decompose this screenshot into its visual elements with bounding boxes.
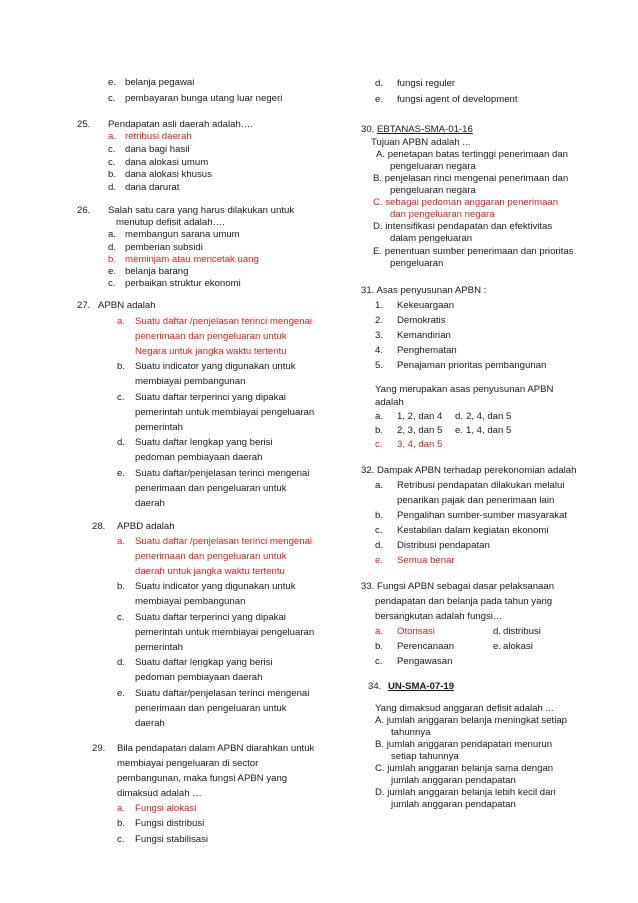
q27-option-line: Negara untuk jangka waktu tertentu <box>135 346 287 357</box>
q28-stem: APBD adalah <box>117 521 175 532</box>
q30-option-line: C. sebagai pedoman anggaran penerimaan <box>373 197 559 208</box>
q25-option-text: dana alokasi umum <box>125 157 209 168</box>
q27-option-line: Suatu daftar/penjelasan terinci mengenai <box>135 468 310 479</box>
q28-option-letter: e. <box>117 688 126 699</box>
q34-option-line: D. jumlah anggaran belanja lebih kecil dari <box>375 787 556 798</box>
q32-option-line: Retribusi pendapatan dilakukan melalui <box>397 480 565 491</box>
q27-option-line: daerah <box>135 498 165 509</box>
q28-option-line: Suatu daftar/penjelasan terinci mengenai <box>135 688 310 699</box>
q26-option-text: belanja barang <box>125 266 189 277</box>
q29-option-text: fungsi reguler <box>397 78 456 89</box>
q34-option-line: jumlah anggaran pendapatan <box>391 799 516 810</box>
q31-stem: 31. Asas penyusunan APBN : <box>361 285 487 296</box>
q29-option-letter: e. <box>375 94 384 105</box>
q28-option-line: penerimaan dan pengeluaran untuk <box>135 551 287 562</box>
q33-option-text: distribusi <box>503 626 541 637</box>
q31-option-letter: c. <box>375 439 383 450</box>
q27-option-line: penerimaan dan pengeluaran untuk <box>135 483 287 494</box>
q34-option-line: setiap tahunnya <box>391 751 459 762</box>
q32-option-line: Kestabilan dalam kegiatan ekonomi <box>397 525 549 536</box>
q30-option-line: pengeluaran negara <box>390 185 476 196</box>
q32-option-letter: d. <box>375 540 384 551</box>
q28-option-line: membiayai pembangunan <box>135 596 246 607</box>
q31-item-text: Kemandirian <box>397 330 451 341</box>
q32-stem: 32. Dampak APBN terhadap perekonomian adalah <box>361 465 577 476</box>
q28-option-line: pemerintah untuk membiayai pengeluaran <box>135 627 315 638</box>
q32-option-line: Pengalihan sumber-sumber masyarakat <box>397 510 568 521</box>
q25-option-letter: b. <box>108 169 117 180</box>
q34-source: UN-SMA-07-19 <box>388 681 455 692</box>
q30-option-line: B. penjelasan rinci mengenai penerimaan dan <box>373 173 569 184</box>
q28-option-letter: c. <box>117 612 125 623</box>
q31-option-text: 1, 4, dan 5 <box>466 425 512 436</box>
q32-option-line: penarikan pajak dan penerimaan lain <box>397 495 555 506</box>
q33-option-letter: e. <box>493 641 502 652</box>
q25-option-letter: d. <box>108 182 117 193</box>
q26-option-text: pemberian subsidi <box>125 242 203 253</box>
q31-item-number: 4. <box>375 345 384 356</box>
q31-option-letter: d. <box>455 411 464 422</box>
q29-option-text: Fungsi alokasi <box>135 803 197 814</box>
q27-option-line: penerimaan dan pengeluaran untuk <box>135 331 287 342</box>
q27-option-line: pemerintah <box>135 422 183 433</box>
q33-option-text: Pengawasan <box>397 656 453 667</box>
q27-stem: APBN adalah <box>98 300 156 311</box>
q30-option-line: D. intensifikasi pendapatan dan efektivitas <box>373 221 553 232</box>
q24-option-letter: e. <box>108 77 117 88</box>
q26-option-text: membangun sarana umum <box>125 229 240 240</box>
q26-option-letter: d. <box>108 242 117 253</box>
q28-option-line: Suatu daftar lengkap yang berisi <box>135 657 273 668</box>
q29-option-letter: d. <box>375 78 384 89</box>
q31-question: adalah <box>375 397 404 408</box>
q26-option-letter: a. <box>108 229 117 240</box>
q29-option-text: fungsi agent of development <box>397 94 518 105</box>
q29-number: 29. <box>92 743 106 754</box>
q25-option-text: dana darurat <box>125 182 180 193</box>
q31-item-text: Kekeuargaan <box>397 300 455 311</box>
q33-option-letter: d. <box>493 626 502 637</box>
q30-option-line: dalam pengeluaran <box>390 233 473 244</box>
q31-option-text: 2, 3, dan 5 <box>397 425 443 436</box>
q25-option-letter: c. <box>108 144 116 155</box>
q26-option-letter: c. <box>108 278 116 289</box>
q27-option-line: membiayai pembangunan <box>135 376 246 387</box>
q28-option-line: daerah <box>135 718 165 729</box>
q28-option-line: Suatu indicator yang digunakan untuk <box>135 581 296 592</box>
q29-option-letter: a. <box>117 803 126 814</box>
q34-option-line: tahunnya <box>391 727 431 738</box>
q25-stem: Pendapatan asli daerah adalah…. <box>108 119 254 130</box>
q32-option-letter: c. <box>375 525 383 536</box>
q31-item-text: Penghematan <box>397 345 457 356</box>
q29-stem: pembangunan, maka fungsi APBN yang <box>117 773 288 784</box>
q26-stem: Salah satu cara yang harus dilakukan untuk <box>108 205 295 216</box>
q31-question: Yang merupakan asas penyusunan APBN <box>375 384 554 395</box>
q32-option-letter: a. <box>375 480 384 491</box>
q34-option-line: jumlah anggaran pendapatan <box>391 775 516 786</box>
q26-option-letter: e. <box>108 266 117 277</box>
q34-option-line: A. jumlah anggaran belanja meningkat setiap <box>375 715 568 726</box>
q28-option-letter: b. <box>117 581 126 592</box>
q30-option-line: pengeluaran <box>390 258 444 269</box>
q33-option-letter: c. <box>375 656 383 667</box>
q28-option-line: pemerintah <box>135 642 183 653</box>
q29-stem: membiayai pengeluaran di sector <box>117 758 259 769</box>
q26-option-letter: b. <box>108 254 117 265</box>
q32-option-line: Distribusi pendapatan <box>397 540 490 551</box>
q25-option-text: dana alokasi khusus <box>125 169 212 180</box>
q27-option-line: Suatu daftar lengkap yang berisi <box>135 437 273 448</box>
q28-option-line: daerah untuk jangka waktu tertentu <box>135 566 285 577</box>
q26-option-text: perbaikan struktur ekonomi <box>125 278 241 289</box>
q27-option-line: pedoman pembiayaan daerah <box>135 452 263 463</box>
q29-option-letter: b. <box>117 818 126 829</box>
q33-option-text: Perencanaan <box>397 641 455 652</box>
q31-option-text: 2, 4, dan 5 <box>466 411 512 422</box>
q30-source: EBTANAS-SMA-01-16 <box>377 124 473 135</box>
q27-number: 27. <box>77 300 91 311</box>
q28-option-line: penerimaan dan pengeluaran untuk <box>135 703 287 714</box>
q30-option-line: pengeluaran negara <box>390 161 476 172</box>
q27-option-letter: a. <box>117 316 126 327</box>
q31-item-number: 3. <box>375 330 384 341</box>
q33-option-text: Otorisasi <box>397 626 435 637</box>
q34-stem: Yang dimaksud anggaran defisit adalah ... <box>375 703 554 714</box>
q29-option-text: Fungsi distribusi <box>135 818 205 829</box>
q33-option-letter: b. <box>375 641 384 652</box>
q28-option-line: pedoman pembiayaan daerah <box>135 672 263 683</box>
q25-number: 25. <box>77 119 91 130</box>
q27-option-line: Suatu daftar terperinci yang dipakai <box>135 392 286 403</box>
q28-option-line: Suatu daftar terperinci yang dipakai <box>135 612 286 623</box>
q32-option-line: Semua benar <box>397 555 455 566</box>
q28-option-line: Suatu daftar /penjelasan terinci mengenai <box>135 536 313 547</box>
q27-option-letter: b. <box>117 361 126 372</box>
q29-option-text: Fungsi stabilisasi <box>135 834 209 845</box>
q27-option-line: Suatu indicator yang digunakan untuk <box>135 361 296 372</box>
q34-number: 34. <box>368 681 382 692</box>
q33-stem: bersangkutan adalah fungsi… <box>375 611 503 622</box>
q31-option-text: 3, 4, dan 5 <box>397 439 443 450</box>
q32-option-letter: b. <box>375 510 384 521</box>
q27-option-letter: c. <box>117 392 125 403</box>
q31-option-letter: b. <box>375 425 384 436</box>
q32-option-letter: e. <box>375 555 384 566</box>
q33-option-letter: a. <box>375 626 384 637</box>
q25-option-letter: c. <box>108 157 116 168</box>
q29-stem: Bila pendapatan dalam APBN diarahkan untuk <box>117 743 315 754</box>
q27-option-letter: e. <box>117 468 126 479</box>
q30-number: 30. <box>361 124 375 135</box>
q31-option-letter: e. <box>455 425 464 436</box>
q29-option-letter: c. <box>117 834 125 845</box>
q31-item-number: 2. <box>375 315 384 326</box>
q25-option-text: dana bagi hasil <box>125 144 190 155</box>
q30-option-line: dan pengeluaran negara <box>390 209 495 220</box>
q28-option-letter: a. <box>117 536 126 547</box>
q26-number: 26. <box>77 205 91 216</box>
q27-option-letter: d. <box>117 437 126 448</box>
q30-option-line: E. penentuan sumber penerimaan dan prioritas <box>373 246 574 257</box>
q24-option-letter: c. <box>108 93 116 104</box>
q33-stem: 33. Fungsi APBN sebagai dasar pelaksanaan <box>361 581 555 592</box>
q30-stem: Tujuan APBN adalah ... <box>371 137 471 148</box>
q31-item-number: 5. <box>375 360 384 371</box>
q26-option-text: meminjam atau mencetak uang <box>125 254 259 265</box>
q34-option-line: B. jumlah anggaran pendapatan menurun <box>375 739 553 750</box>
q33-stem: pendapatan dan belanja pada tahun yang <box>375 596 553 607</box>
q24-option-text: belanja pegawai <box>125 77 195 88</box>
q26-stem: menutup defisit adalah…. <box>116 217 225 228</box>
q30-option-line: A. penetapan batas tertinggi penerimaan dan <box>376 149 569 160</box>
q31-option-letter: a. <box>375 411 384 422</box>
q34-option-line: C. jumlah anggaran belanja sama dengan <box>375 763 554 774</box>
q25-option-letter: a. <box>108 131 117 142</box>
q31-option-text: 1, 2, dan 4 <box>397 411 443 422</box>
q31-item-number: 1. <box>375 300 384 311</box>
q27-option-line: Suatu daftar /penjelasan terinci mengenai <box>135 316 313 327</box>
q33-option-text: alokasi <box>503 641 533 652</box>
q24-option-text: pembayaran bunga utang luar negeri <box>125 93 283 104</box>
q25-option-text: retribusi daerah <box>125 131 192 142</box>
q28-option-letter: d. <box>117 657 126 668</box>
q27-option-line: pemerintah untuk membiayai pengeluaran <box>135 407 315 418</box>
q31-item-text: Penajaman prioritas pembangunan <box>397 360 547 371</box>
q31-item-text: Demokratis <box>397 315 446 326</box>
q28-number: 28. <box>92 521 106 532</box>
q29-stem: dimaksud adalah … <box>117 788 202 799</box>
